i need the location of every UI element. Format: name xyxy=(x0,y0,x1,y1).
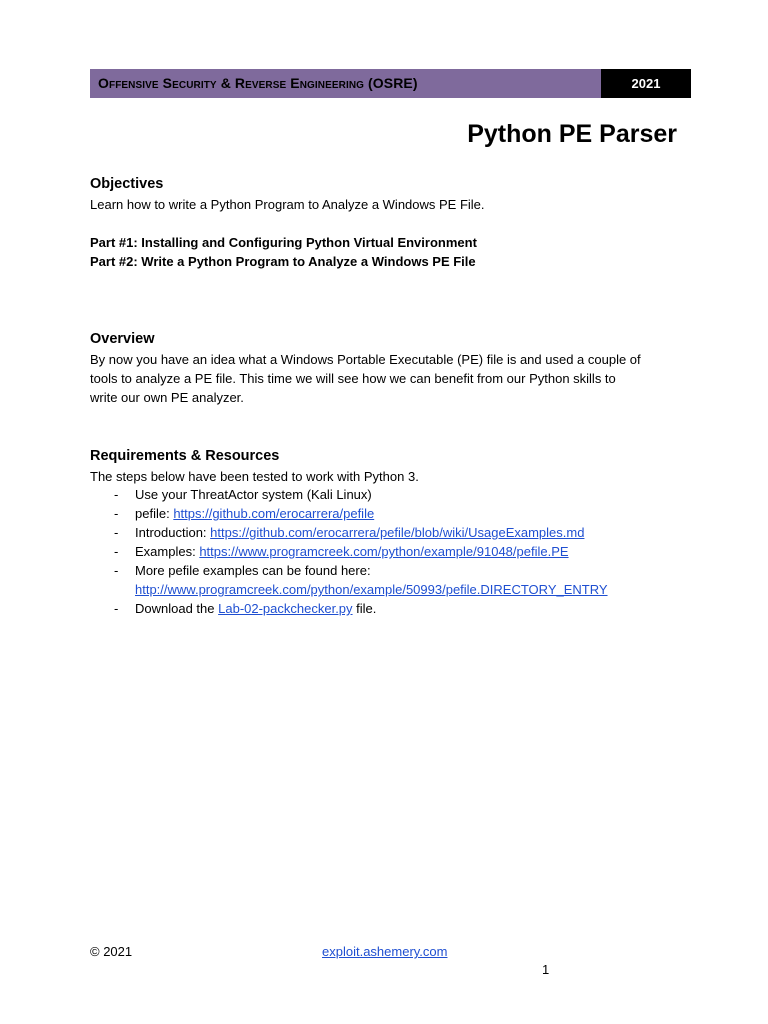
overview-paragraph xyxy=(90,350,680,407)
objectives-intro: Learn how to write a Python Program to Analyze a Windows PE File. xyxy=(90,197,485,212)
list-item: - More pefile examples can be found here: http://www.programcreek.com/python/example/50993/pefile.DIRECTORY_ENTRY xyxy=(90,561,710,599)
overview-line-3: write our own PE analyzer. xyxy=(90,390,244,405)
objectives-part-2: Part #2: Write a Python Program to Analyze a Windows PE File xyxy=(90,254,476,269)
list-item: - Examples: https://www.programcreek.com/python/example/91048/pefile.PE xyxy=(90,542,710,561)
requirements-heading: Requirements & Resources xyxy=(90,448,280,464)
page-number: 1 xyxy=(542,962,550,977)
document-title: Python PE Parser xyxy=(467,120,677,148)
header-bar xyxy=(90,69,691,98)
introduction-link[interactable]: https://github.com/erocarrera/pefile/blob/wiki/UsageExamples.md xyxy=(210,525,585,540)
list-item: - Use your ThreatActor system (Kali Linux) xyxy=(90,485,710,504)
list-item: - Download the Lab-02-packchecker.py file. xyxy=(90,599,710,618)
footer-copyright: © 2021 xyxy=(90,944,133,959)
pefile-link[interactable]: https://github.com/erocarrera/pefile xyxy=(173,506,375,521)
overview-line-1: By now you have an idea what a Windows Portable Executable (PE) file is and used a couple of xyxy=(90,352,641,367)
header-year: 2021 xyxy=(601,69,691,98)
requirements-list xyxy=(90,485,710,618)
more-examples-link[interactable]: http://www.programcreek.com/python/example/50993/pefile.DIRECTORY_ENTRY xyxy=(135,582,608,597)
list-item: - pefile: https://github.com/erocarrera/pefile xyxy=(90,504,710,523)
overview-heading: Overview xyxy=(90,331,155,347)
requirements-intro: The steps below have been tested to work with Python 3. xyxy=(90,469,419,484)
header-title: Offensive Security & Reverse Engineering (OSRE) xyxy=(90,69,601,98)
overview-line-2: tools to analyze a PE file. This time we will see how we can benefit from our Python skills to xyxy=(90,371,616,386)
footer-website-link[interactable]: exploit.ashemery.com xyxy=(322,944,448,959)
objectives-heading: Objectives xyxy=(90,176,164,192)
examples-link[interactable]: https://www.programcreek.com/python/example/91048/pefile.PE xyxy=(199,544,569,559)
objectives-part-1: Part #1: Installing and Configuring Python Virtual Environment xyxy=(90,235,477,250)
packchecker-download-link[interactable]: Lab-02-packchecker.py xyxy=(218,601,353,616)
list-item: - Introduction: https://github.com/erocarrera/pefile/blob/wiki/UsageExamples.md xyxy=(90,523,710,542)
